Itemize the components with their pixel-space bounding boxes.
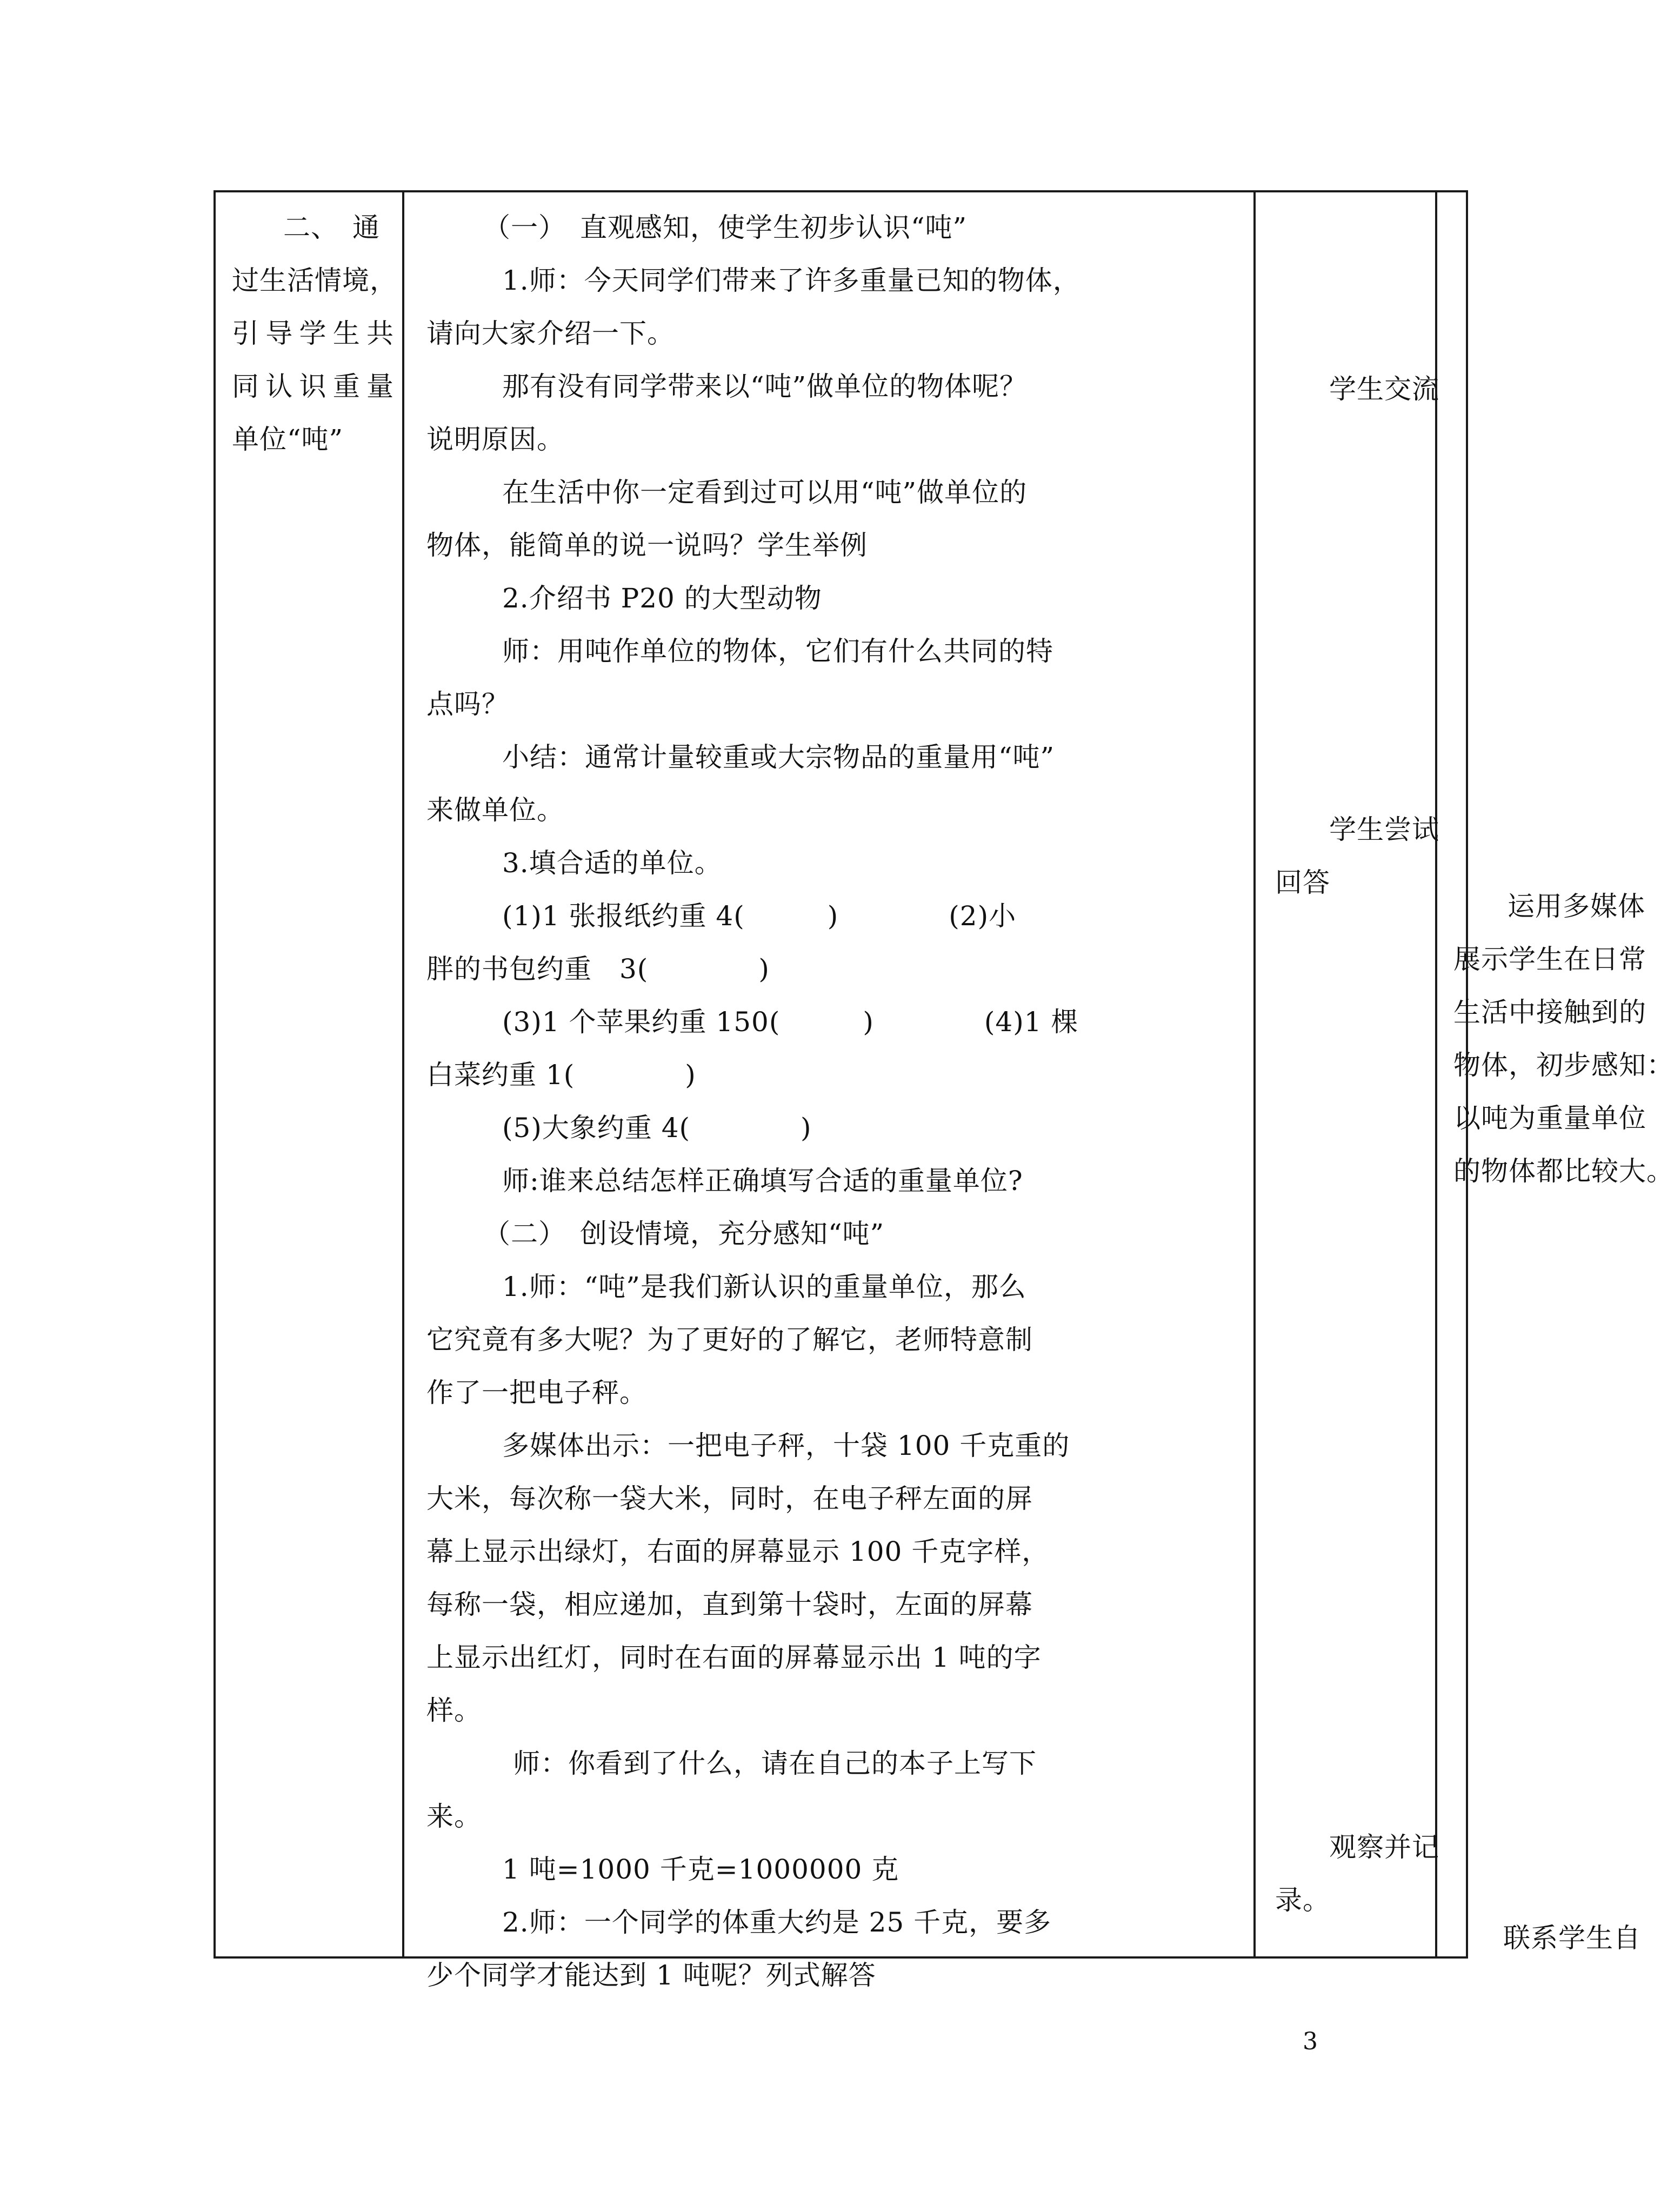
content-line: 3.填合适的单位。 <box>502 847 722 879</box>
content-line: 1.师：“吨”是我们新认识的重量单位，那么 <box>502 1271 1026 1302</box>
student-activity-block <box>1275 803 1439 909</box>
content-line: 它究竟有多大呢？为了更好的了解它，老师特意制 <box>426 1324 1033 1355</box>
student-activity-block <box>1275 1821 1439 1927</box>
stage-title-cell <box>232 201 405 466</box>
stage-title-line: 二、 通 <box>283 212 380 243</box>
content-line: (5)大象约重 4( ) <box>502 1112 812 1144</box>
content-line: 白菜约重 1( ) <box>426 1059 696 1091</box>
intent-line: 生活中接触到的 <box>1453 997 1646 1028</box>
intent-line: 联系学生自 <box>1503 1922 1641 1954</box>
content-line: 2.介绍书 P20 的大型动物 <box>502 583 822 614</box>
content-line: 少个同学才能达到 1 吨呢？列式解答 <box>426 1960 876 1991</box>
intent-line: 展示学生在日常 <box>1453 944 1646 975</box>
content-line: (3)1 个苹果约重 150( ) (4)1 棵 <box>502 1006 1079 1038</box>
activity-line: 学生交流 <box>1329 373 1439 405</box>
content-line: 说明原因。 <box>426 424 564 455</box>
intent-line: 以吨为重量单位 <box>1453 1102 1646 1134</box>
stage-title-line: 过生活情境， <box>232 265 397 296</box>
page-number: 3 <box>1303 2028 1318 2055</box>
content-line: 上显示出红灯，同时在右面的屏幕显示出 1 吨的字 <box>426 1642 1042 1673</box>
intent-line: 的物体都比较大。 <box>1453 1155 1674 1187</box>
stage-title-line: 同认识重量 <box>232 371 394 402</box>
content-line: 多媒体出示：一把电子秤，十袋 100 千克重的 <box>502 1430 1070 1461</box>
content-line: 那有没有同学带来以“吨”做单位的物体呢？ <box>502 371 1028 402</box>
content-line: 幕上显示出绿灯，右面的屏幕显示 100 千克字样， <box>426 1536 1050 1567</box>
activity-line: 回答 <box>1275 867 1330 898</box>
intent-line: 物体，初步感知： <box>1453 1050 1674 1081</box>
content-line: (1)1 张报纸约重 4( ) (2)小 <box>502 900 1017 932</box>
design-intent-block <box>1449 1912 1641 1964</box>
teaching-content-cell <box>426 201 1248 2002</box>
content-line: 物体，能简单的说一说吗？学生举例 <box>426 530 868 561</box>
content-line: 来。 <box>426 1801 482 1832</box>
content-line: 1 吨=1000 千克=1000000 克 <box>502 1854 899 1885</box>
activity-line: 观察并记 <box>1329 1832 1439 1863</box>
content-line: 2.师：一个同学的体重大约是 25 千克，要多 <box>502 1907 1052 1938</box>
content-line: 样。 <box>426 1695 482 1726</box>
content-line: 1.师：今天同学们带来了许多重量已知的物体， <box>502 265 1081 296</box>
content-line: 每称一袋，相应递加，直到第十袋时，左面的屏幕 <box>426 1589 1033 1620</box>
content-line: 胖的书包约重 3( ) <box>426 953 770 985</box>
intent-line: 运用多媒体 <box>1508 891 1645 922</box>
column-divider-3 <box>1435 192 1437 1956</box>
content-line: 在生活中你一定看到过可以用“吨”做单位的 <box>502 477 1028 508</box>
content-line: 师：你看到了什么，请在自己的本子上写下 <box>513 1748 1037 1779</box>
content-line: 师：用吨作单位的物体，它们有什么共同的特 <box>502 636 1053 667</box>
column-divider-2 <box>1253 192 1256 1956</box>
content-line: （二） 创设情境，充分感知“吨” <box>483 1218 885 1249</box>
content-line: 作了一把电子秤。 <box>426 1377 647 1408</box>
stage-title-line: 单位“吨” <box>232 424 344 455</box>
activity-line: 录。 <box>1275 1884 1330 1916</box>
content-line: （一） 直观感知，使学生初步认识“吨” <box>483 212 968 243</box>
content-line: 大米，每次称一袋大米，同时，在电子秤左面的屏 <box>426 1483 1033 1514</box>
stage-title-line: 引导学生共 <box>232 318 394 349</box>
design-intent-block <box>1453 880 1674 1198</box>
student-activity-block <box>1275 363 1439 416</box>
activity-line: 学生尝试 <box>1329 814 1439 845</box>
content-line: 小结：通常计量较重或大宗物品的重量用“吨” <box>502 741 1055 773</box>
content-line: 点吗？ <box>426 689 509 720</box>
content-line: 来做单位。 <box>426 794 564 826</box>
content-line: 师:谁来总结怎样正确填写合适的重量单位? <box>502 1165 1023 1197</box>
content-line: 请向大家介绍一下。 <box>426 318 675 349</box>
